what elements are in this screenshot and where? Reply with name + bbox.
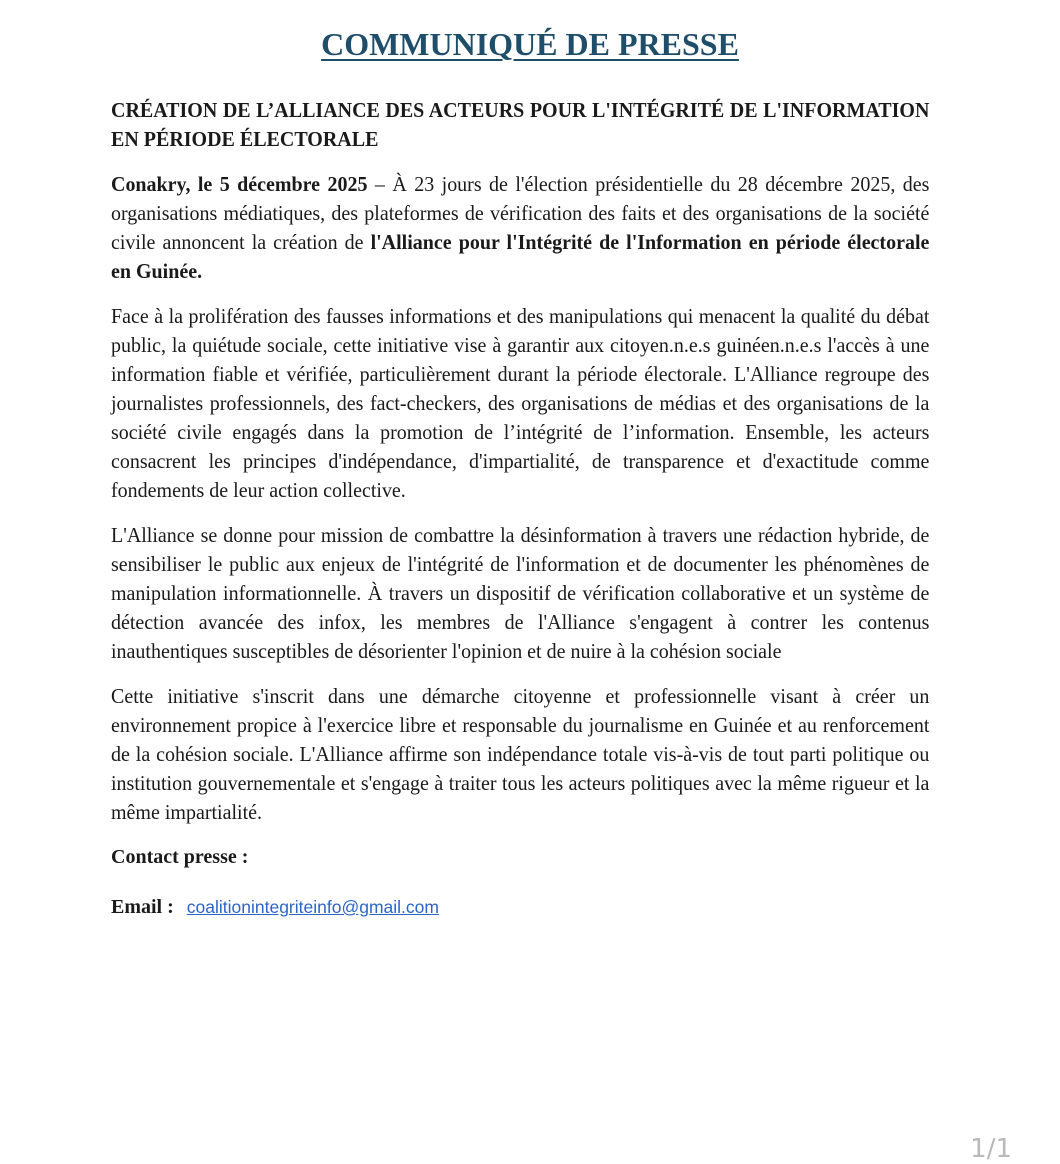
contact-heading: Contact presse : bbox=[111, 846, 249, 868]
paragraph-independence: Cette initiative s'inscrit dans une démarche citoyenne et professionnelle visant à créer un environnement propice à l'exercice libre et responsable du journalisme en Guinée et au renforcement de la cohésion sociale. L'Alliance affirme son indépendance totale vis-à-vis de tout parti politique ou institution gouvernementale et s'engage à traiter tous les acteurs politiques avec la même rigueur et la même impartialité. bbox=[111, 684, 930, 824]
paragraph-mission-context: Face à la prolifération des fausses informations et des manipulations qui menacent la qualité du débat public, la quiétude sociale, cette initiative vise à garantir aux citoyen.n.e.s guinéen.n.e.s l'accès à une information fiable et vérifiée, particulièrement durant la période électorale. L'Alliance regroupe des journalistes professionnels, des fact-checkers, des organisations de médias et des organisations de la société civile engagés dans la promotion de l’intégrité de l’information. Ensemble, les acteurs consacrent les principes d'indépendance, d'impartialité, de transparence et d'exactitude comme fondements de leur action collective. bbox=[111, 304, 930, 502]
title-text: COMMUNIQUÉ DE PRESSE bbox=[321, 26, 739, 62]
document-body bbox=[111, 96, 929, 921]
intro-paragraph bbox=[111, 170, 929, 286]
paragraph-mission: L'Alliance se donne pour mission de combattre la désinformation à travers une rédaction hybride, de sensibiliser le public aux enjeux de l'intégrité de l'information et de documenter les phénomènes de manipulation informationnelle. À travers un dispositif de vérification collaborative et un système de détection avancée des infox, les membres de l'Alliance s'engagent à contrer les contenus inauthentiques susceptibles de désorienter l'opinion et de nuire à la cohésion sociale bbox=[111, 523, 930, 663]
document-subtitle: CRÉATION DE L’ALLIANCE DES ACTEURS POUR L'INTÉGRITÉ DE L'INFORMATION EN PÉRIODE ÉLECTORALE bbox=[111, 98, 930, 151]
email-link[interactable]: coalitionintegriteinfo@gmail.com bbox=[186, 897, 439, 917]
dateline: Conakry, le 5 décembre 2025 bbox=[111, 172, 368, 196]
alliance-name: l'Alliance pour l'Intégrité de l'Information en période électorale en Guinée. bbox=[111, 230, 930, 283]
email-row bbox=[111, 893, 929, 921]
document-title bbox=[0, 26, 1060, 63]
intro-text: – À 23 jours de l'élection présidentielle du 28 décembre 2025, des organisations médiatiques, des plateformes de vérification des faits et des organisations de la société civile annoncent la création de bbox=[111, 172, 930, 254]
email-label: Email : bbox=[111, 896, 174, 918]
page-indicator: 1/1 bbox=[970, 1134, 1012, 1164]
condensed-text-block bbox=[111, 96, 929, 827]
